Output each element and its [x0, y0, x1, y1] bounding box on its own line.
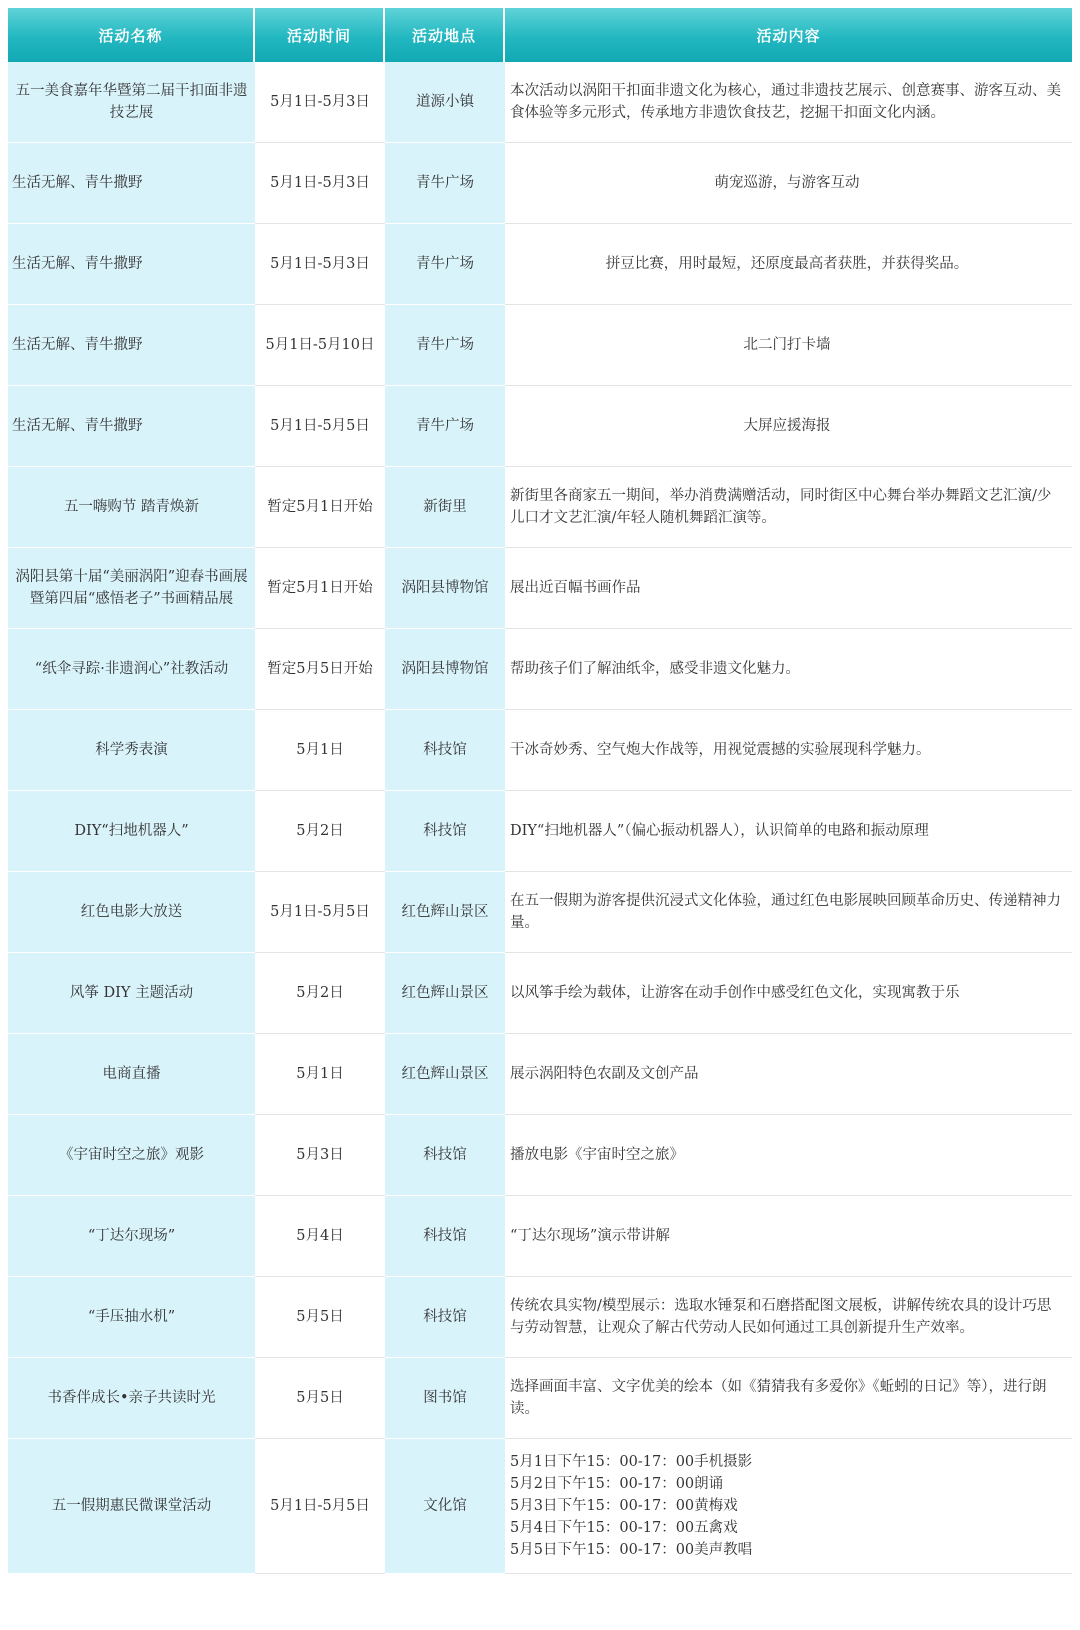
table-row — [8, 791, 1072, 872]
activity-place: 青牛广场 — [385, 305, 505, 386]
activity-time: 暂定5月1日开始 — [255, 467, 385, 548]
table-row — [8, 1196, 1072, 1277]
activity-time: 5月1日-5月5日 — [255, 1439, 385, 1574]
activity-time: 5月5日 — [255, 1358, 385, 1439]
activity-name: “丁达尔现场” — [8, 1196, 255, 1277]
activity-place: 科技馆 — [385, 1196, 505, 1277]
table-row — [8, 629, 1072, 710]
activity-content: 拼豆比赛，用时最短，还原度最高者获胜，并获得奖品。 — [505, 224, 1072, 305]
activity-place: 涡阳县博物馆 — [385, 629, 505, 710]
schedule-line: 5月2日下午15：00-17：00朗诵 — [510, 1476, 724, 1492]
header-activity-time: 活动时间 — [255, 8, 385, 62]
activity-time: 5月1日-5月5日 — [255, 386, 385, 467]
activity-content: “丁达尔现场”演示带讲解 — [505, 1196, 1072, 1277]
activity-time: 暂定5月5日开始 — [255, 629, 385, 710]
activity-content: 帮助孩子们了解油纸伞，感受非遗文化魅力。 — [505, 629, 1072, 710]
activity-time: 5月2日 — [255, 953, 385, 1034]
activity-name: “纸伞寻踪·非遗润心”社教活动 — [8, 629, 255, 710]
table-row — [8, 467, 1072, 548]
table-row — [8, 1277, 1072, 1358]
activity-place: 涡阳县博物馆 — [385, 548, 505, 629]
activity-place: 道源小镇 — [385, 62, 505, 143]
activity-time: 5月2日 — [255, 791, 385, 872]
activity-content: 北二门打卡墙 — [505, 305, 1072, 386]
activity-content: 展出近百幅书画作品 — [505, 548, 1072, 629]
activity-name: 生活无解、青牛撒野 — [8, 143, 255, 224]
activity-content: DIY“扫地机器人”（偏心振动机器人），认识简单的电路和振动原理 — [505, 791, 1072, 872]
activity-name: 生活无解、青牛撒野 — [8, 305, 255, 386]
activity-place: 文化馆 — [385, 1439, 505, 1574]
table-row — [8, 710, 1072, 791]
header-activity-name: 活动名称 — [8, 8, 255, 62]
activity-place: 新街里 — [385, 467, 505, 548]
activity-content: 本次活动以涡阳干扣面非遗文化为核心，通过非遗技艺展示、创意赛事、游客互动、美食体验等多元形式，传承地方非遗饮食技艺，挖掘干扣面文化内涵。 — [505, 62, 1072, 143]
activity-place: 青牛广场 — [385, 224, 505, 305]
activity-place: 红色辉山景区 — [385, 953, 505, 1034]
table-row — [8, 872, 1072, 953]
activity-place: 图书馆 — [385, 1358, 505, 1439]
activity-name: 红色电影大放送 — [8, 872, 255, 953]
activity-time: 5月5日 — [255, 1277, 385, 1358]
activity-table-container — [8, 8, 1072, 1574]
table-row — [8, 548, 1072, 629]
activity-time: 5月1日-5月3日 — [255, 62, 385, 143]
schedule-line: 5月3日下午15：00-17：00黄梅戏 — [510, 1498, 738, 1514]
activity-name: 《宇宙时空之旅》观影 — [8, 1115, 255, 1196]
activity-content: 萌宠巡游，与游客互动 — [505, 143, 1072, 224]
activity-name: 电商直播 — [8, 1034, 255, 1115]
activity-content — [505, 1439, 1072, 1574]
table-row — [8, 305, 1072, 386]
activity-content: 展示涡阳特色农副及文创产品 — [505, 1034, 1072, 1115]
schedule-line: 5月1日下午15：00-17：00手机摄影 — [510, 1454, 753, 1470]
table-row — [8, 143, 1072, 224]
header-activity-place: 活动地点 — [385, 8, 505, 62]
activity-time: 5月1日-5月5日 — [255, 872, 385, 953]
activity-place: 科技馆 — [385, 710, 505, 791]
activity-name: DIY“扫地机器人” — [8, 791, 255, 872]
activity-place: 科技馆 — [385, 1115, 505, 1196]
activity-content: 干冰奇妙秀、空气炮大作战等，用视觉震撼的实验展现科学魅力。 — [505, 710, 1072, 791]
activity-name: 五一假期惠民微课堂活动 — [8, 1439, 255, 1574]
activity-time: 5月1日-5月3日 — [255, 224, 385, 305]
activity-name: 生活无解、青牛撒野 — [8, 386, 255, 467]
schedule-line: 5月5日下午15：00-17：00美声教唱 — [510, 1542, 753, 1558]
activity-name: 风筝 DIY 主题活动 — [8, 953, 255, 1034]
table-row — [8, 62, 1072, 143]
activity-place: 科技馆 — [385, 791, 505, 872]
activity-name: 五一嗨购节 踏青焕新 — [8, 467, 255, 548]
activity-content: 在五一假期为游客提供沉浸式文化体验，通过红色电影展映回顾革命历史、传递精神力量。 — [505, 872, 1072, 953]
activity-name: 五一美食嘉年华暨第二届干扣面非遗技艺展 — [8, 62, 255, 143]
activity-time: 5月3日 — [255, 1115, 385, 1196]
schedule-line: 5月4日下午15：00-17：00五禽戏 — [510, 1520, 738, 1536]
activity-place: 红色辉山景区 — [385, 872, 505, 953]
activity-content: 选择画面丰富、文字优美的绘本（如《猜猜我有多爱你》《蚯蚓的日记》等），进行朗读。 — [505, 1358, 1072, 1439]
activity-content: 传统农具实物/模型展示：选取水锤泵和石磨搭配图文展板，讲解传统农具的设计巧思与劳动智慧，让观众了解古代劳动人民如何通过工具创新提升生产效率。 — [505, 1277, 1072, 1358]
activity-place: 青牛广场 — [385, 386, 505, 467]
activity-place: 红色辉山景区 — [385, 1034, 505, 1115]
header-activity-content: 活动内容 — [505, 8, 1072, 62]
activity-content: 播放电影《宇宙时空之旅》 — [505, 1115, 1072, 1196]
activity-name: “手压抽水机” — [8, 1277, 255, 1358]
table-row — [8, 1358, 1072, 1439]
activity-time: 5月1日-5月3日 — [255, 143, 385, 224]
activity-time: 5月1日 — [255, 1034, 385, 1115]
activity-content: 大屏应援海报 — [505, 386, 1072, 467]
activity-time: 5月4日 — [255, 1196, 385, 1277]
table-row — [8, 224, 1072, 305]
table-header — [8, 8, 1072, 62]
activity-time: 5月1日 — [255, 710, 385, 791]
table-row — [8, 953, 1072, 1034]
table-row — [8, 1439, 1072, 1574]
activity-time: 5月1日-5月10日 — [255, 305, 385, 386]
activity-name: 涡阳县第十届“美丽涡阳”迎春书画展暨第四届“感悟老子”书画精品展 — [8, 548, 255, 629]
table-row — [8, 386, 1072, 467]
activity-name: 科学秀表演 — [8, 710, 255, 791]
activity-name: 生活无解、青牛撒野 — [8, 224, 255, 305]
activity-content: 以风筝手绘为载体，让游客在动手创作中感受红色文化，实现寓教于乐 — [505, 953, 1072, 1034]
activity-time: 暂定5月1日开始 — [255, 548, 385, 629]
activity-place: 青牛广场 — [385, 143, 505, 224]
table-row — [8, 1034, 1072, 1115]
table-body — [8, 62, 1072, 1574]
activity-content: 新街里各商家五一期间，举办消费满赠活动，同时街区中心舞台举办舞蹈文艺汇演/少儿口才文艺汇演/年轻人随机舞蹈汇演等。 — [505, 467, 1072, 548]
activity-name: 书香伴成长•亲子共读时光 — [8, 1358, 255, 1439]
table-row — [8, 1115, 1072, 1196]
activity-place: 科技馆 — [385, 1277, 505, 1358]
activity-table — [8, 8, 1072, 1574]
